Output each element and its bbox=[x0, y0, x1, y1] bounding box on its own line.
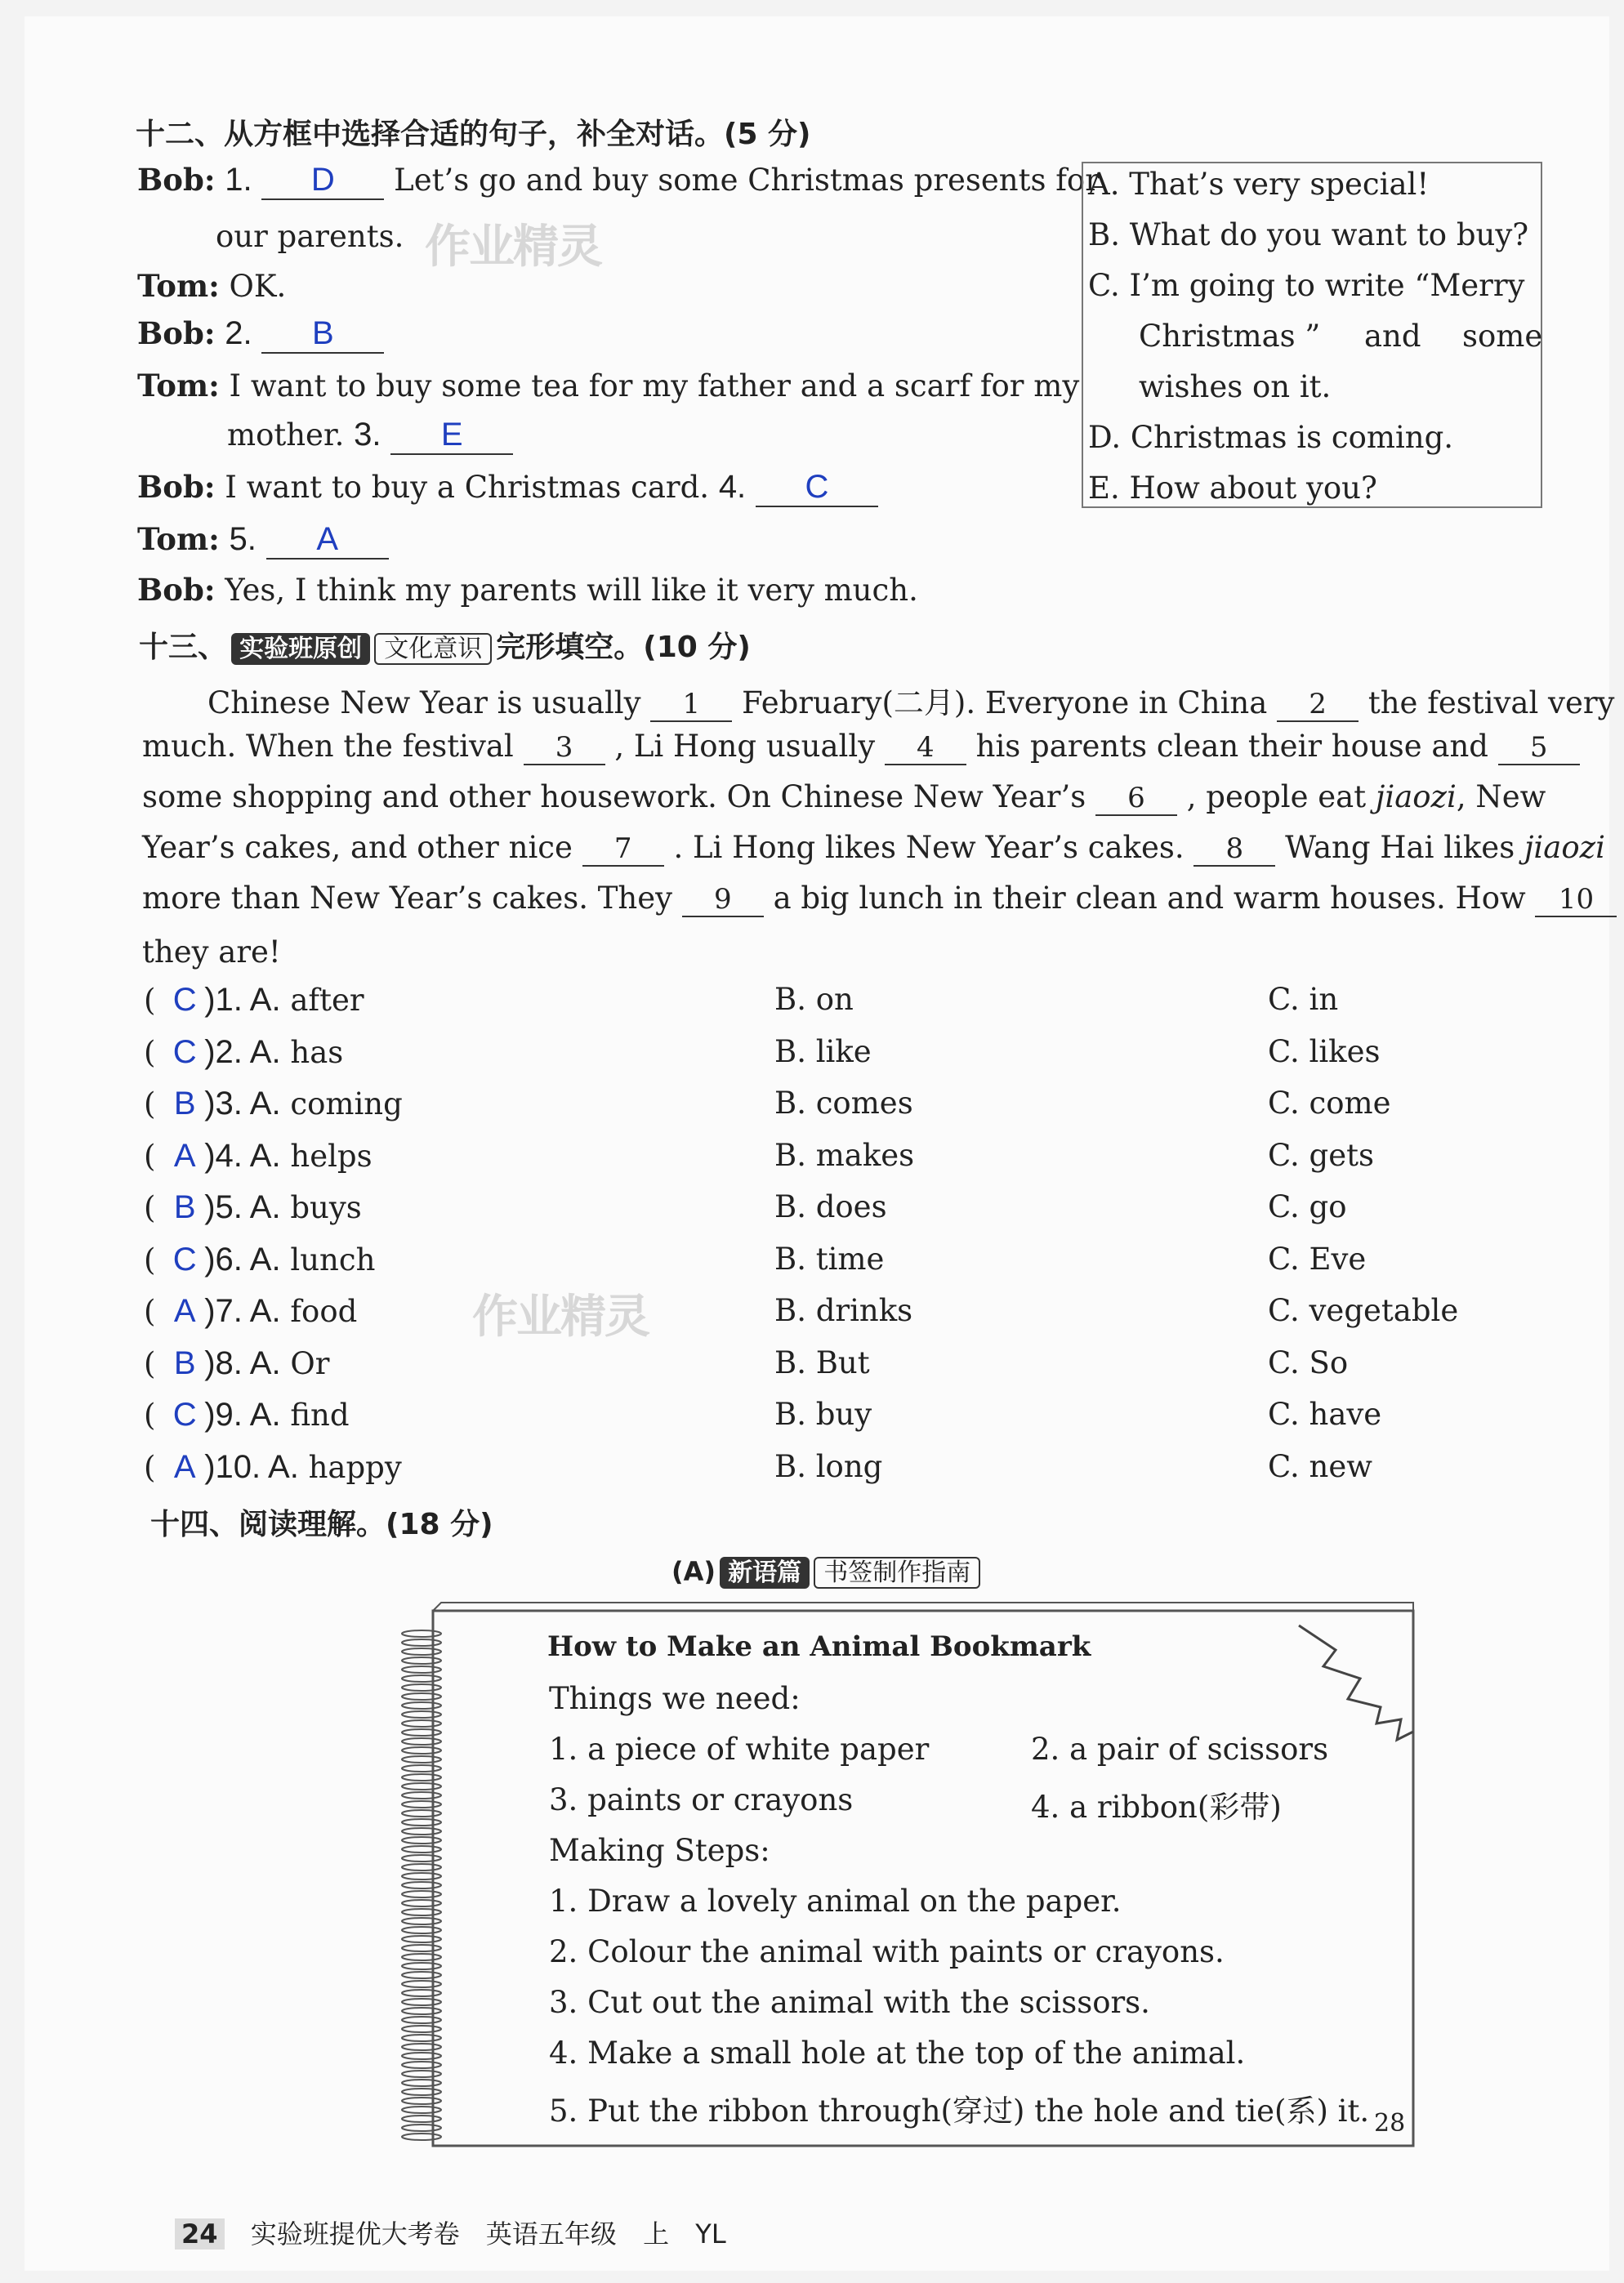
choice-answer[interactable]: C bbox=[172, 982, 197, 1018]
choice-row bbox=[144, 1397, 350, 1434]
choice-a: has bbox=[290, 1034, 344, 1070]
choice-answer[interactable]: B bbox=[173, 1086, 196, 1121]
blank[interactable]: 1 bbox=[650, 688, 732, 722]
passage-text: Chinese New Year is usually bbox=[207, 685, 641, 720]
choice-answer[interactable]: B bbox=[173, 1189, 196, 1225]
blank[interactable]: 3 bbox=[524, 731, 605, 765]
choice-row bbox=[144, 1086, 403, 1122]
paren-open: ( bbox=[144, 1138, 166, 1174]
speaker: Tom: bbox=[137, 521, 220, 557]
choice-a: food bbox=[290, 1294, 358, 1329]
choice-answer[interactable]: A bbox=[173, 1137, 196, 1174]
choice-row bbox=[144, 1449, 402, 1486]
answer-blank[interactable] bbox=[266, 521, 389, 560]
choice-row bbox=[144, 1242, 375, 1278]
dialogue-line bbox=[137, 315, 384, 354]
need-item: 2. a pair of scissors bbox=[1031, 1732, 1329, 1767]
choice-row bbox=[144, 1293, 357, 1330]
choice-answer[interactable]: B bbox=[173, 1344, 196, 1381]
choice-number: )4. A. bbox=[204, 1137, 281, 1174]
question-number: 4. bbox=[718, 469, 747, 505]
passage-text: . Li Hong likes New Year’s cakes. bbox=[673, 830, 1185, 865]
choice-c: C. come bbox=[1268, 1086, 1391, 1121]
speaker: Bob: bbox=[137, 315, 216, 351]
option-c: C. I’m going to write “Merry bbox=[1088, 268, 1525, 303]
answer: E bbox=[440, 417, 463, 453]
passage-text: February(二月). Everyone in China bbox=[742, 685, 1268, 720]
paren-open: ( bbox=[144, 1449, 166, 1485]
section-14-title: 十四、阅读理解。(18 分) bbox=[150, 1508, 493, 1541]
blank[interactable]: 9 bbox=[682, 883, 764, 917]
choice-b: B. But bbox=[774, 1344, 870, 1380]
blank[interactable]: 4 bbox=[885, 731, 966, 765]
choice-row bbox=[144, 1345, 329, 1382]
passage-text: , people eat bbox=[1186, 779, 1367, 814]
passage-text: his parents clean their house and bbox=[975, 729, 1488, 764]
choice-b: B. like bbox=[774, 1033, 872, 1069]
section-number: 十三、 bbox=[139, 631, 228, 664]
choice-answer[interactable]: C bbox=[172, 1033, 197, 1070]
choice-row bbox=[144, 982, 364, 1019]
choice-b: B. long bbox=[774, 1448, 883, 1484]
passage-text: jiaozi bbox=[1375, 779, 1457, 814]
passage-text: Wang Hai likes bbox=[1285, 830, 1515, 865]
blank[interactable]: 8 bbox=[1193, 832, 1275, 867]
tag-guide: 书签制作指南 bbox=[814, 1557, 980, 1589]
choice-b: B. buy bbox=[774, 1397, 872, 1432]
passage-line: they are! bbox=[142, 934, 281, 970]
choice-number: )1. A. bbox=[204, 982, 281, 1018]
choice-number: )9. A. bbox=[204, 1397, 281, 1433]
speaker: Bob: bbox=[137, 572, 216, 608]
dialogue-text: OK. bbox=[229, 269, 287, 304]
footer bbox=[175, 2214, 726, 2251]
choice-c: C. gets bbox=[1268, 1137, 1374, 1173]
notebook-page-number: 28 bbox=[1374, 2109, 1406, 2138]
step-item: 2. Colour the animal with paints or crayons. bbox=[549, 1934, 1225, 1969]
choice-a: find bbox=[290, 1398, 350, 1433]
step-item: 1. Draw a lovely animal on the paper. bbox=[549, 1884, 1122, 1919]
question-number: 5. bbox=[229, 521, 257, 557]
tag-original: 实验班原创 bbox=[231, 633, 370, 665]
choice-answer[interactable]: A bbox=[173, 1293, 196, 1329]
choice-row bbox=[144, 1189, 362, 1226]
dialogue-text: our parents. bbox=[216, 219, 404, 254]
choice-c: C. likes bbox=[1268, 1033, 1381, 1069]
passage-text: , Li Hong usually bbox=[614, 729, 876, 764]
section-12-title: 十二、从方框中选择合适的句子，补全对话。(5 分) bbox=[136, 118, 811, 151]
option-e: E. How about you? bbox=[1088, 470, 1377, 506]
choice-answer[interactable]: A bbox=[173, 1448, 196, 1485]
passage-line bbox=[142, 779, 1546, 816]
need-item: 4. a ribbon(彩带) bbox=[1031, 1790, 1282, 1825]
dialogue-line bbox=[137, 521, 389, 560]
section-title: 完形填空。(10 分) bbox=[496, 631, 751, 664]
choice-a: Or bbox=[290, 1345, 330, 1381]
dialogue-text: Yes, I think my parents will like it very much. bbox=[225, 573, 918, 608]
speaker: Bob: bbox=[137, 469, 216, 505]
choice-a: buys bbox=[290, 1190, 362, 1225]
choice-c: C. Eve bbox=[1268, 1241, 1367, 1277]
choice-c: C. have bbox=[1268, 1397, 1382, 1432]
dialogue-text: mother. bbox=[227, 417, 345, 453]
book-subject: 英语五年级 bbox=[485, 2218, 617, 2250]
choice-c: C. So bbox=[1268, 1344, 1349, 1380]
choice-b: B. makes bbox=[774, 1137, 915, 1173]
dialogue-line bbox=[137, 162, 1100, 200]
answer-blank[interactable] bbox=[390, 417, 513, 455]
notebook-title: How to Make an Animal Bookmark bbox=[547, 1630, 1091, 1663]
passage-text: much. When the festival bbox=[142, 729, 514, 764]
choice-number: )7. A. bbox=[204, 1293, 281, 1329]
passage-text: the festival very bbox=[1367, 685, 1615, 720]
choice-c: C. vegetable bbox=[1268, 1293, 1459, 1328]
answer: B bbox=[312, 315, 334, 351]
passage-text: Year’s cakes, and other nice bbox=[142, 830, 573, 865]
option-b: B. What do you want to buy? bbox=[1088, 217, 1529, 252]
dialogue-line bbox=[137, 268, 286, 304]
option-c-cont: Christmas ” bbox=[1139, 319, 1321, 354]
paren-open: ( bbox=[144, 1294, 166, 1329]
blank[interactable]: 10 bbox=[1535, 883, 1617, 917]
option-c-cont: and bbox=[1364, 319, 1421, 354]
need-item: 1. a piece of white paper bbox=[549, 1732, 930, 1767]
passage-line bbox=[142, 729, 1580, 765]
choice-row bbox=[144, 1034, 343, 1071]
answer: D bbox=[310, 162, 335, 198]
question-number: 1. bbox=[225, 162, 252, 198]
answer: C bbox=[805, 469, 829, 505]
choice-a: coming bbox=[290, 1086, 403, 1121]
choice-a: after bbox=[290, 983, 364, 1018]
dialogue-line bbox=[137, 469, 878, 507]
dialogue-line bbox=[137, 368, 1079, 404]
book-edition: YL bbox=[695, 2218, 726, 2250]
answer-blank[interactable] bbox=[261, 315, 384, 354]
choice-b: B. comes bbox=[774, 1086, 913, 1121]
step-item: 4. Make a small hole at the top of the animal. bbox=[549, 2036, 1246, 2071]
blank[interactable]: 5 bbox=[1498, 731, 1580, 765]
dialogue-text: I want to buy a Christmas card. bbox=[225, 470, 710, 505]
passage-line bbox=[142, 881, 1617, 917]
dialogue-text: Let’s go and buy some Christmas presents for bbox=[394, 163, 1100, 198]
blank[interactable]: 2 bbox=[1277, 688, 1359, 722]
paren-open: ( bbox=[144, 983, 166, 1018]
choice-b: B. time bbox=[774, 1241, 885, 1277]
choice-c: C. new bbox=[1268, 1448, 1372, 1484]
option-d: D. Christmas is coming. bbox=[1088, 420, 1454, 455]
choice-number: )5. A. bbox=[204, 1189, 281, 1225]
dialogue-line bbox=[227, 417, 513, 455]
tag-new-text: 新语篇 bbox=[720, 1557, 810, 1589]
paren-open: ( bbox=[144, 1190, 166, 1225]
tag-culture: 文化意识 bbox=[374, 633, 492, 665]
need-item: 3. paints or crayons bbox=[549, 1782, 854, 1817]
watermark: 作业精灵 bbox=[425, 221, 601, 274]
answer-blank[interactable] bbox=[261, 162, 384, 200]
choice-a: happy bbox=[308, 1449, 402, 1485]
choice-number: )2. A. bbox=[204, 1033, 281, 1070]
passage-text: , New bbox=[1456, 779, 1546, 814]
paren-open: ( bbox=[144, 1398, 166, 1433]
question-number: 3. bbox=[354, 417, 381, 453]
speaker: Tom: bbox=[137, 368, 220, 404]
choice-number: )10. A. bbox=[204, 1448, 299, 1485]
passage-label: (A) bbox=[671, 1556, 716, 1587]
option-c-cont: wishes on it. bbox=[1139, 369, 1332, 404]
choice-row bbox=[144, 1138, 373, 1175]
choice-b: B. does bbox=[774, 1189, 887, 1224]
paren-open: ( bbox=[144, 1086, 166, 1121]
choice-answer[interactable]: C bbox=[172, 1241, 197, 1277]
option-a: A. That’s very special! bbox=[1088, 167, 1430, 202]
passage-text: a big lunch in their clean and warm houses. How bbox=[773, 881, 1526, 916]
speaker: Bob: bbox=[137, 162, 216, 198]
passage-text: some shopping and other housework. On Chinese New Year’s bbox=[142, 779, 1086, 814]
speaker: Tom: bbox=[137, 268, 220, 304]
step-item: 3. Cut out the animal with the scissors. bbox=[549, 1985, 1150, 2020]
steps-heading: Making Steps: bbox=[549, 1833, 770, 1868]
passage-text: more than New Year’s cakes. They bbox=[142, 881, 673, 916]
passage-text: jiaozi bbox=[1524, 830, 1605, 865]
book-volume: 上 bbox=[643, 2218, 670, 2250]
choice-a: helps bbox=[290, 1138, 373, 1174]
choice-answer[interactable]: C bbox=[172, 1397, 197, 1433]
choice-c: C. in bbox=[1268, 982, 1339, 1017]
paren-open: ( bbox=[144, 1034, 166, 1070]
choice-b: B. drinks bbox=[774, 1293, 913, 1328]
paren-open: ( bbox=[144, 1345, 166, 1381]
watermark: 作业精灵 bbox=[472, 1291, 649, 1344]
choice-a: lunch bbox=[290, 1242, 376, 1277]
choice-c: C. go bbox=[1268, 1189, 1347, 1224]
section-13-title bbox=[139, 624, 751, 666]
page-number: 24 bbox=[175, 2218, 225, 2250]
dialogue-line bbox=[137, 572, 918, 608]
answer-blank[interactable] bbox=[756, 469, 878, 507]
answer: A bbox=[316, 521, 339, 557]
choice-b: B. on bbox=[774, 982, 854, 1017]
passage-line bbox=[142, 830, 1605, 867]
choice-number: )8. A. bbox=[204, 1344, 281, 1381]
book-title: 实验班提优大考卷 bbox=[250, 2218, 460, 2250]
blank[interactable]: 7 bbox=[582, 832, 664, 867]
passage-line bbox=[207, 678, 1614, 722]
question-number: 2. bbox=[225, 315, 252, 351]
dialogue-text: I want to buy some tea for my father and a scarf for my bbox=[229, 368, 1080, 404]
paren-open: ( bbox=[144, 1242, 166, 1277]
step-item: 5. Put the ribbon through(穿过) the hole and tie(系) it. bbox=[549, 2093, 1370, 2129]
option-c-cont: some bbox=[1462, 319, 1543, 354]
blank[interactable]: 6 bbox=[1095, 782, 1177, 816]
reading-a-title bbox=[671, 1552, 980, 1588]
things-heading: Things we need: bbox=[549, 1681, 801, 1716]
choice-number: )3. A. bbox=[204, 1086, 281, 1121]
choice-number: )6. A. bbox=[204, 1241, 281, 1277]
